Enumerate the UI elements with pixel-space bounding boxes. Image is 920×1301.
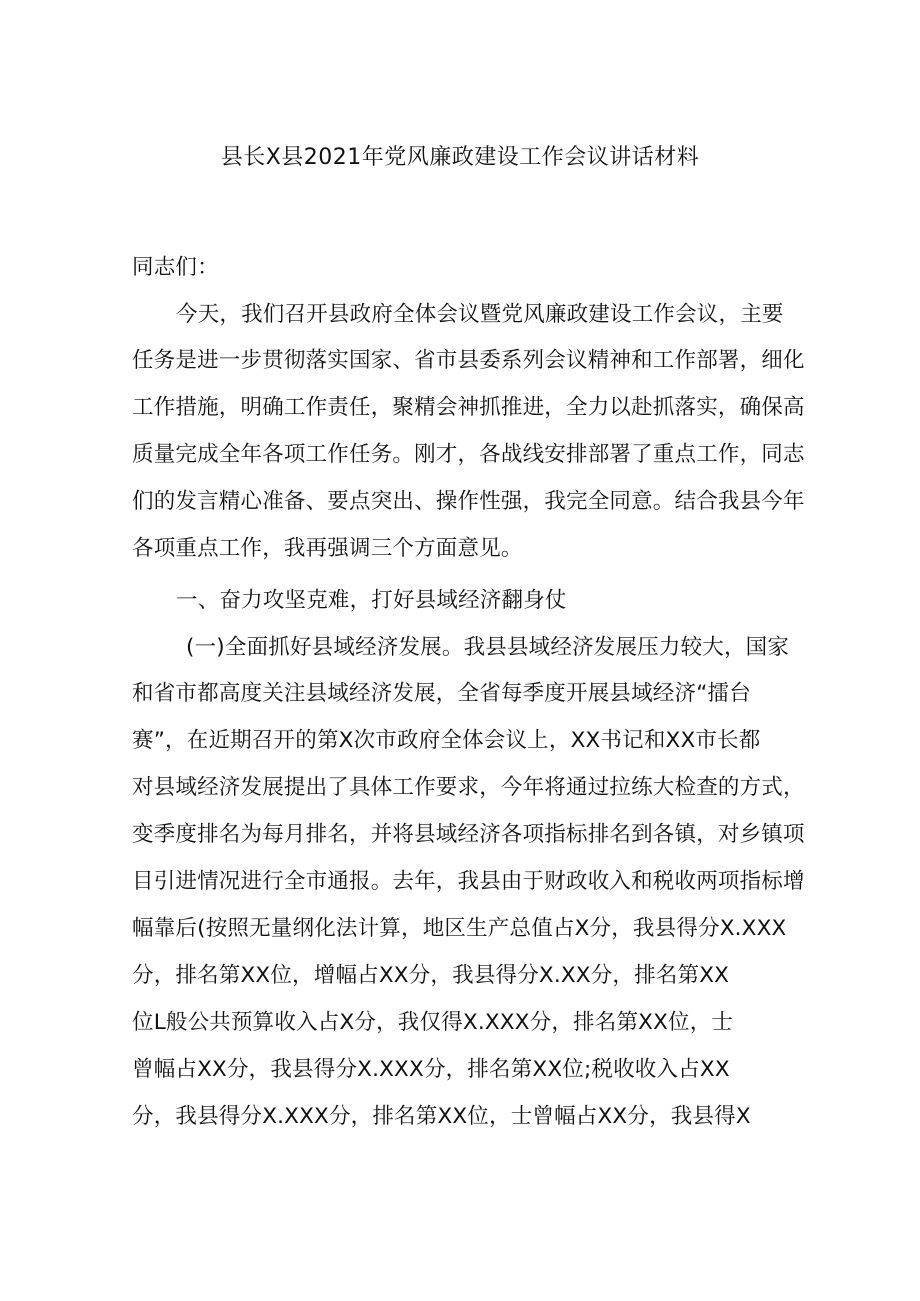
salutation: 同志们： [132, 255, 219, 280]
section-heading-1: 一、奋力攻坚克难，打好县域经济翻身仗 [176, 588, 567, 613]
paragraph-1-line-4: 质量完成全年各项工作任务。刚才，各战线安排部署了重点工作，同志 [132, 442, 805, 467]
document-title: 县长X县2021年党风廉政建设工作会议讲话材料 [220, 145, 700, 170]
paragraph-2-line-6: 目引进情况进行全市通报。去年，我县由于财政收入和税收两项指标增 [132, 869, 805, 894]
paragraph-1-line-6: 各项重点工作，我再强调三个方面意见。 [132, 536, 523, 561]
paragraph-2-line-10: 曾幅占XX分，我县得分X.XXX分，排名第XX位;税收收入占XX [132, 1057, 730, 1082]
paragraph-1-line-1: 今天，我们召开县政府全体会议暨党风廉政建设工作会议，主要 [176, 302, 784, 327]
paragraph-1-line-3: 工作措施，明确工作责任，聚精会神抓推进，全力以赴抓落实，确保高 [132, 395, 805, 420]
paragraph-2-line-9: 位L般公共预算收入占X分，我仅得X.XXX分，排名第XX位，士 [132, 1010, 734, 1035]
paragraph-1-line-5: 们的发言精心准备、要点突出、操作性强，我完全同意。结合我县今年 [132, 489, 805, 514]
paragraph-2-line-7: 幅靠后(按照无量纲化法计算，地区生产总值占X分，我县得分X.XXX [132, 916, 787, 941]
paragraph-2-line-3: 赛”，在近期召开的第X次市政府全体会议上，XX书记和XX市长都 [132, 728, 761, 753]
paragraph-2-line-4: 对县域经济发展提出了具体工作要求，今年将通过拉练大检查的方式， [132, 775, 805, 800]
paragraph-1-line-2: 任务是进一步贯彻落实国家、省市县委系列会议精神和工作部署，细化 [132, 348, 805, 373]
paragraph-2-line-2: 和省市都高度关注县域经济发展，全省每季度开展县域经济“擂台 [132, 681, 751, 706]
paragraph-2-line-1: (一)全面抓好县域经济发展。我县县域经济发展压力较大，国家 [186, 635, 790, 660]
paragraph-2-line-8: 分，排名第XX位，增幅占XX分，我县得分X.XX分，排名第XX [132, 963, 730, 988]
paragraph-2-line-11: 分，我县得分X.XXX分，排名第XX位，士曾幅占XX分，我县得X [132, 1104, 751, 1129]
paragraph-2-line-5: 变季度排名为每月排名，并将县域经济各项指标排名到各镇，对乡镇项 [132, 822, 805, 847]
